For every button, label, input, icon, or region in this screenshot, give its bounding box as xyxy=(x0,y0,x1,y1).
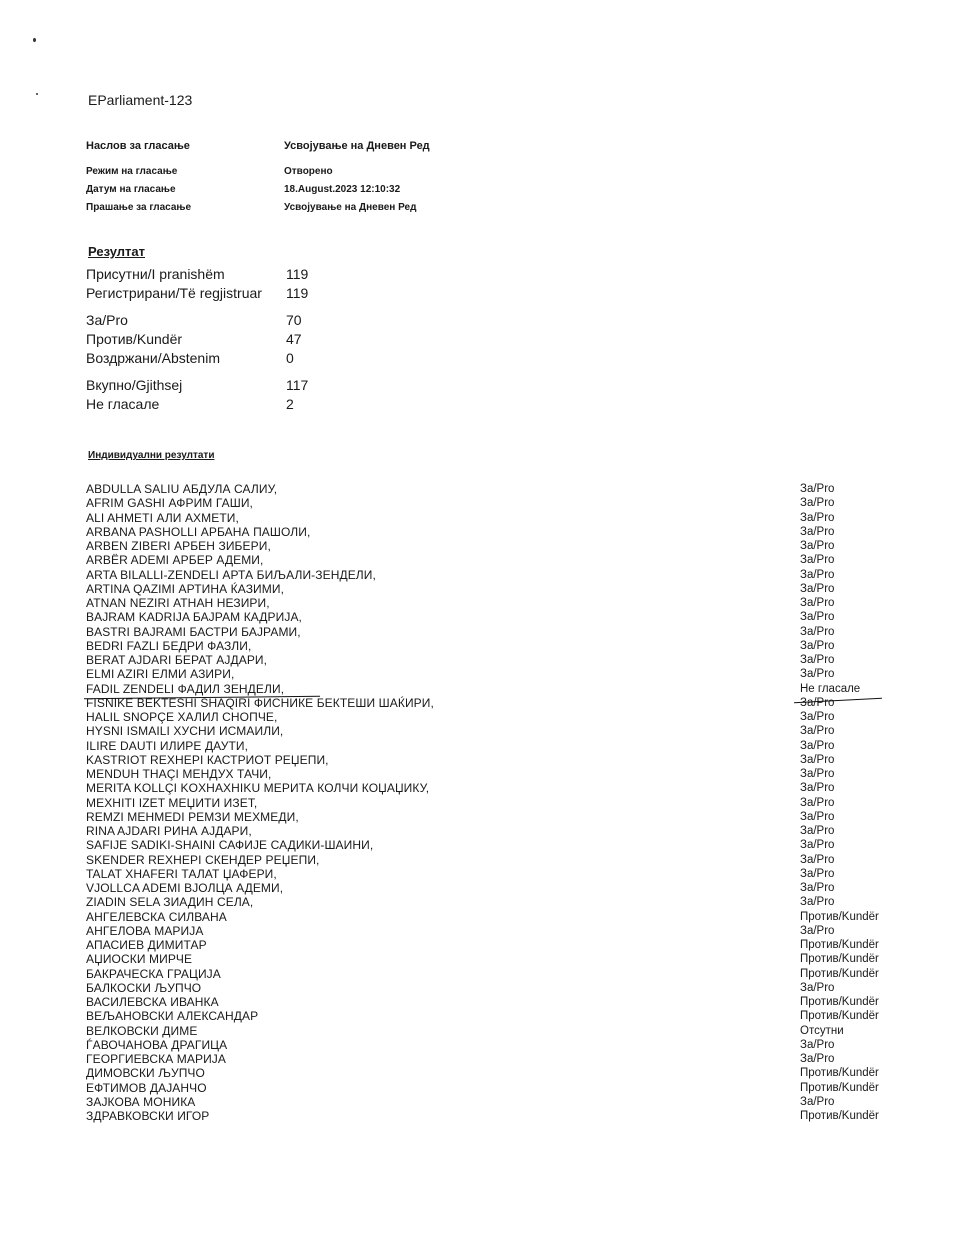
member-name: BASTRI BAJRAMI БАСТРИ БАЈРАМИ, xyxy=(86,624,301,639)
vote-row xyxy=(86,895,916,909)
member-vote: За/Pro xyxy=(800,582,835,595)
member-vote: Против/Kundër xyxy=(800,910,879,923)
member-name: KASTRIOT REXHEPI КАСТРИОТ РЕЏЕПИ, xyxy=(86,752,329,767)
member-vote: За/Pro xyxy=(800,1095,835,1108)
vote-row xyxy=(86,967,916,981)
member-vote: Против/Kundër xyxy=(800,1110,879,1122)
member-name: ARBANA PASHOLLI АРБАНА ПАШОЛИ, xyxy=(86,524,311,539)
result-value: 119 xyxy=(286,285,309,301)
meta-label: Режим на гласање xyxy=(86,166,178,177)
vote-row xyxy=(86,639,916,653)
meta-value: 18.August.2023 12:10:32 xyxy=(284,184,401,195)
member-name: ВЕЉАНОВСКИ АЛЕКСАНДАР xyxy=(86,1009,259,1024)
member-name: ELMI AZIRI ЕЛМИ АЗИРИ, xyxy=(86,667,235,682)
result-value: 47 xyxy=(286,331,302,347)
member-name: ABDULLA SALIU АБДУЛА САЛИУ, xyxy=(86,482,278,496)
member-name: FADIL ZENDELI ФАДИЛ ЗЕНДЕЛИ, xyxy=(86,681,285,696)
member-name: AFRIM GASHI АФРИМ ГАШИ, xyxy=(86,496,253,511)
member-name: BERAT AJDARI БЕРАТ АЈДАРИ, xyxy=(86,653,268,667)
member-name: BAJRAM KADRIJA БАЈРАМ КАДРИЈА, xyxy=(86,610,302,625)
vote-row xyxy=(86,610,916,624)
member-vote: Против/Kundër xyxy=(800,1067,879,1080)
individual-results-heading: Индивидуални резултати xyxy=(88,450,215,461)
vote-row xyxy=(86,525,916,539)
vote-row xyxy=(86,682,916,696)
member-name: HYSNI ISMAILI ХУСНИ ИСМАИЛИ, xyxy=(86,724,284,739)
member-name: SKENDER REXHEPI СКЕНДЕР РЕЏЕПИ, xyxy=(86,852,320,867)
result-label: За/Pro xyxy=(86,312,128,328)
member-vote: За/Pro xyxy=(800,796,835,809)
results-heading: Резултат xyxy=(88,244,145,259)
member-vote: Не гласале xyxy=(800,682,861,695)
member-vote: Против/Kundër xyxy=(800,1081,879,1094)
member-name: ARBEN ZIBERI АРБЕН ЗИБЕРИ, xyxy=(86,539,271,553)
member-name: ЗАЈКОВА МОНИКА xyxy=(86,1094,196,1109)
member-name: MEXHITI IZET МЕЏИТИ ИЗЕТ, xyxy=(86,795,258,810)
vote-row xyxy=(86,582,916,596)
member-vote: Против/Kundër xyxy=(800,996,879,1008)
member-vote: За/Pro xyxy=(800,597,835,609)
vote-row xyxy=(86,867,916,881)
member-name: ARTA BILALLI-ZENDELI АРТА БИЉАЛИ-ЗЕНДЕЛИ, xyxy=(86,567,376,582)
meta-value: Усвојување на Дневен Ред xyxy=(284,202,417,213)
individual-results-list xyxy=(86,482,916,1123)
scan-speck xyxy=(33,38,36,42)
member-name: АПАСИЕВ ДИМИТАР xyxy=(86,938,207,952)
member-vote: Отсутни xyxy=(800,1024,844,1037)
member-name: ATNAN NEZIRI АТНАН НЕЗИРИ, xyxy=(86,596,270,610)
vote-row xyxy=(86,625,916,639)
member-vote: За/Pro xyxy=(800,725,835,738)
member-vote: Против/Kundër xyxy=(800,1010,879,1023)
member-vote: За/Pro xyxy=(800,483,835,495)
vote-row xyxy=(86,924,916,938)
member-vote: За/Pro xyxy=(800,540,835,552)
member-vote: За/Pro xyxy=(800,896,835,909)
vote-row xyxy=(86,667,916,681)
member-name: ВЕЛКОВСКИ ДИМЕ xyxy=(86,1023,198,1038)
vote-row xyxy=(86,1066,916,1080)
member-vote: За/Pro xyxy=(800,711,835,723)
member-name: ARTINA QAZIMI АРТИНА ЌАЗИМИ, xyxy=(86,581,285,596)
member-vote: За/Pro xyxy=(800,668,835,681)
member-vote: За/Pro xyxy=(800,511,835,524)
vote-row xyxy=(86,981,916,995)
document-header: EParliament-123 xyxy=(88,92,193,108)
member-vote: За/Pro xyxy=(800,611,835,624)
vote-row xyxy=(86,511,916,525)
vote-row xyxy=(86,1081,916,1095)
vote-row xyxy=(86,739,916,753)
member-name: HALIL SNOPÇE ХАЛИЛ СНОПЧЕ, xyxy=(86,710,278,724)
vote-row xyxy=(86,938,916,952)
member-vote: За/Pro xyxy=(800,639,835,652)
member-vote: За/Pro xyxy=(800,782,835,795)
vote-row xyxy=(86,1009,916,1023)
member-name: ZIADIN SELA ЗИАДИН СЕЛА, xyxy=(86,895,254,910)
vote-row xyxy=(86,539,916,553)
vote-row xyxy=(86,838,916,852)
member-name: ЕФТИМОВ ДАЈАНЧО xyxy=(86,1080,207,1095)
vote-row xyxy=(86,568,916,582)
meta-value: Отворено xyxy=(284,166,333,177)
meta-row xyxy=(86,166,486,184)
result-value: 0 xyxy=(286,350,294,366)
member-vote: За/Pro xyxy=(800,739,835,752)
member-vote: За/Pro xyxy=(800,981,835,994)
result-label: Вкупно/Gjithsej xyxy=(86,377,183,393)
vote-row xyxy=(86,1038,916,1052)
member-vote: За/Pro xyxy=(800,497,835,510)
vote-row xyxy=(86,810,916,824)
member-name: MERITA KOLLÇI KOXHAXHIKU МЕРИТА КОЛЧИ КОЏАЏИКУ, xyxy=(86,781,430,796)
member-name: VJOLLCA ADEMI ВЈОЛЦА АДЕМИ, xyxy=(86,881,284,895)
vote-row xyxy=(86,1024,916,1038)
member-name: ILIRE DAUTI ИЛИРЕ ДАУТИ, xyxy=(86,738,249,753)
vote-row xyxy=(86,596,916,610)
member-name: АЏИОСКИ МИРЧЕ xyxy=(86,952,193,967)
member-vote: За/Pro xyxy=(800,867,835,880)
meta-label: Наслов за гласање xyxy=(86,140,190,152)
member-name: ЃАВОЧАНОВА ДРАГИЦА xyxy=(86,1037,228,1052)
vote-meta xyxy=(86,140,486,220)
member-name: ALI AHMETI АЛИ АХМЕТИ, xyxy=(86,510,239,525)
meta-label: Прашање за гласање xyxy=(86,202,192,213)
member-name: ARBËR ADEMI АРБЕР АДЕМИ, xyxy=(86,553,264,568)
member-name: RINA AJDARI РИНА АЈДАРИ, xyxy=(86,824,252,838)
result-value: 2 xyxy=(286,396,294,412)
vote-row xyxy=(86,710,916,724)
vote-row xyxy=(86,1109,916,1123)
member-vote: За/Pro xyxy=(800,810,835,823)
vote-row xyxy=(86,995,916,1009)
vote-row xyxy=(86,796,916,810)
member-vote: За/Pro xyxy=(800,1038,835,1051)
member-name: ГЕОРГИЕВСКА МАРИЈА xyxy=(86,1052,226,1066)
member-vote: Против/Kundër xyxy=(800,953,879,966)
member-name: TALAT XHAFERI ТАЛАТ ЏАФЕРИ, xyxy=(86,866,277,881)
vote-row xyxy=(86,910,916,924)
vote-row xyxy=(86,1095,916,1109)
vote-row xyxy=(86,881,916,895)
vote-row xyxy=(86,952,916,966)
member-name: SAFIJE SADIKI-SHAINI САФИЈЕ САДИКИ-ШАИНИ, xyxy=(86,838,374,853)
vote-row xyxy=(86,496,916,510)
member-vote: За/Pro xyxy=(800,825,835,837)
member-vote: За/Pro xyxy=(800,924,835,937)
result-label: Не гласале xyxy=(86,396,160,412)
meta-row xyxy=(86,184,486,202)
meta-label: Датум на гласање xyxy=(86,184,176,195)
member-vote: За/Pro xyxy=(800,768,835,780)
vote-row xyxy=(86,482,916,496)
vote-row xyxy=(86,553,916,567)
vote-row xyxy=(86,1052,916,1066)
member-vote: За/Pro xyxy=(800,625,835,638)
member-vote: За/Pro xyxy=(800,882,835,894)
member-vote: За/Pro xyxy=(800,696,835,709)
member-vote: За/Pro xyxy=(800,654,835,666)
vote-row xyxy=(86,724,916,738)
member-name: БАЛКОСКИ ЉУПЧО xyxy=(86,980,202,995)
member-vote: За/Pro xyxy=(800,853,835,866)
member-name: ДИМОВСКИ ЉУПЧО xyxy=(86,1066,205,1081)
result-label: Воздржани/Abstenim xyxy=(86,350,220,366)
member-vote: Против/Kundër xyxy=(800,967,879,980)
member-name: MENDUH THAÇI МЕНДУХ ТАЧИ, xyxy=(86,767,272,781)
vote-row xyxy=(86,767,916,781)
member-name: АНГЕЛОВА МАРИЈА xyxy=(86,923,204,938)
meta-value: Усвојување на Дневен Ред xyxy=(284,140,430,152)
result-label: Регистрирани/Të regjistruar xyxy=(86,285,262,301)
member-name: BEDRI FAZLI БЕДРИ ФАЗЛИ, xyxy=(86,638,252,653)
member-vote: За/Pro xyxy=(800,568,835,581)
member-name: ЗДРАВКОВСКИ ИГОР xyxy=(86,1109,210,1123)
result-label: Присутни/I pranishëm xyxy=(86,266,225,282)
member-vote: За/Pro xyxy=(800,839,835,852)
meta-row xyxy=(86,202,486,220)
member-vote: Против/Kundër xyxy=(800,939,879,951)
member-vote: За/Pro xyxy=(800,554,835,567)
vote-row xyxy=(86,824,916,838)
result-label: Против/Kundër xyxy=(86,331,183,347)
member-name: АНГЕЛЕВСКА СИЛВАНА xyxy=(86,909,227,924)
member-name: БАКРАЧЕСКА ГРАЦИЈА xyxy=(86,966,221,981)
scan-speck xyxy=(36,93,38,95)
member-name: REMZI MEHMEDI РЕМЗИ МЕХМЕДИ, xyxy=(86,809,299,824)
member-vote: За/Pro xyxy=(800,525,835,538)
vote-row xyxy=(86,653,916,667)
result-value: 117 xyxy=(286,377,309,393)
vote-row xyxy=(86,781,916,795)
member-name: ВАСИЛЕВСКА ИВАНКА xyxy=(86,995,219,1009)
member-vote: За/Pro xyxy=(800,753,835,766)
vote-row xyxy=(86,853,916,867)
meta-row xyxy=(86,140,486,166)
result-value: 70 xyxy=(286,312,302,328)
member-vote: За/Pro xyxy=(800,1053,835,1065)
member-name: FISNIKE BEKTESHI SHAQIRI ФИСНИКЕ БЕКТЕШИ ШАЌИРИ, xyxy=(86,695,434,710)
vote-row xyxy=(86,753,916,767)
result-value: 119 xyxy=(286,266,309,282)
